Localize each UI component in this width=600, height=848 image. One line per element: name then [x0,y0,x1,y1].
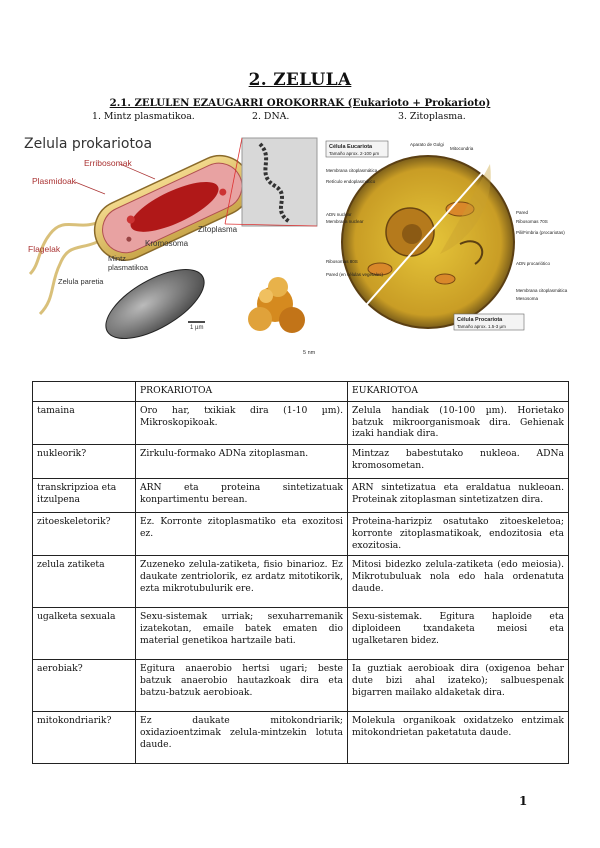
euk-label-dna: ADN nuclear [326,212,352,217]
euk-label-mitochondria: Mitocondria [450,146,474,151]
table-row [33,608,569,660]
row-label: zitoeskeletorik? [33,513,136,556]
pro-label-ribosomes70: Ribosomas 70S [516,219,548,224]
pro-label-membrane: Membrana citoplasmática [516,288,568,293]
point-1: 1. Mintz plasmatikoa. [92,111,195,122]
row-label: transkripzioa eta itzulpena [33,479,136,513]
cell-eukaryote: Sexu-sistemak. Egitura haploide eta diploideen txandaketa meiosi eta ugalketaren bidez. [348,608,569,660]
cell-prokaryote: ARN eta proteina sintetizatuak konpartimentu berean. [136,479,348,513]
table-header-row [33,382,569,402]
scale-bar-2-label: 5 nm [303,350,316,356]
table-row [33,401,569,444]
prokaryote-size: Tamaño aprox. 1.5-3 µm [457,324,506,329]
prokaryote-title: Célula Procariota [457,317,503,323]
label-flagella: Flagelak [28,244,61,254]
cell-prokaryote: Oro har, txikiak dira (1-10 µm). Mikroskopikoak. [136,401,348,444]
label-membrane-1: Mintz [108,254,126,263]
table-row [33,513,569,556]
euk-label-ribosomes80: Ribosomas 80S [326,259,358,264]
pro-label-pili: Pili/Fimbria (procariotas) [516,230,565,235]
euk-label-er: Retículo endoplasmático [326,179,376,184]
table-row [33,479,569,513]
label-cell-wall: Zelula paretia [58,277,104,286]
cell-prokaryote: Sexu-sistemak urriak; sexuharremanik izatekotan, emaile batek ematen dio material genetikoa hartzaile bati. [136,608,348,660]
row-label: zelula zatiketa [33,556,136,608]
header-prokaryote: PROKARIOTOA [136,382,348,402]
table-row [33,445,569,479]
cell-eukaryote: Ia guztiak aerobioak dira (oxigenoa behar dute bizi ahal izateko); salbuespenak bigarren mailako aldaketak dira. [348,660,569,712]
row-label: ugalketa sexuala [33,608,136,660]
table-row [33,660,569,712]
cell-eukaryote: ARN sintetizatua eta eraldatua nukleoan. Proteinak zitoplasman sintetizatzen dira. [348,479,569,513]
row-label: aerobiak? [33,660,136,712]
table-row [33,556,569,608]
cell-prokaryote: Zirkulu-formako ADNa zitoplasman. [136,445,348,479]
point-2: 2. DNA. [252,111,290,122]
label-chromosome: Kromosoma [145,239,189,248]
row-label: mitokondriarik? [33,712,136,764]
pro-label-mesosome: Mesosoma [516,296,539,301]
eukaryote-title: Célula Eucariota [329,144,373,150]
cell-eukaryote: Mintzaz babestutako nukleoa. ADNa kromosometan. [348,445,569,479]
cell-figure [20,124,580,369]
euk-label-nuclear-membrane: Membrana nuclear [326,219,364,224]
euk-label-wall: Pared (en células vegetales) [326,272,384,277]
point-3: 3. Zitoplasma. [398,111,466,122]
figure-heading: Zelula prokariotoa [24,136,153,152]
label-ribosomes: Erribosomak [84,158,132,168]
comparison-table [32,381,569,764]
pro-label-wall: Pared [516,210,529,215]
cell-prokaryote: Zuzeneko zelula-zatiketa, fisio binarioz. Ez daukate zentriolorik, ez ardatz mitotikorik, ezta mikrotubulurik ere. [136,556,348,608]
row-label: tamaina [33,401,136,444]
cell-eukaryote: Proteina-harizpiz osatutako zitoeskeletoa; korronte zitoplasmatikoak, endozitosia eta exozitosia. [348,513,569,556]
row-label: nukleorik? [33,445,136,479]
page-number: 1 [519,794,528,808]
header-eukaryote: EUKARIOTOA [348,382,569,402]
scale-bar-label: 1 µm [190,325,204,331]
cell-eukaryote: Molekula organikoak oxidatzeko entzimak mitokondrietan paketatuta daude. [348,712,569,764]
header-empty [33,382,136,402]
section-subtitle: 2.1. ZELULEN EZAUGARRI OROKORRAK (Eukarioto + Prokarioto) [109,97,491,109]
cell-prokaryote: Ez. Korronte zitoplasmatiko eta exozitosi ez. [136,513,348,556]
eukaryote-size: Tamaño aprox. 2-100 µm [329,151,380,156]
euk-label-membrane: Membrana citoplasmática [326,168,378,173]
cell-eukaryote: Zelula handiak (10-100 µm). Horietako batzuk mikroorganismoak dira. Gehienak izaki handiak dira. [348,401,569,444]
label-membrane-2: plasmatikoa [108,263,149,272]
table-row [33,712,569,764]
cell-prokaryote: Ez daukate mitokondriarik; oxidazioentzimak zelula-mintzekin lotuta daude. [136,712,348,764]
euk-label-golgi: Aparato de Golgi [410,142,444,147]
label-plasmids: Plasmidoak [32,176,76,186]
label-cytoplasm: Zitoplasma [198,225,238,234]
cell-eukaryote: Mitosi bidezko zelula-zatiketa (edo meiosia). Mikrotubuluak nola edo hala ordenatuta daude. [348,556,569,608]
pro-label-dna: ADN procariótico [516,261,551,266]
page-title: 2. ZELULA [248,70,352,90]
cell-prokaryote: Egitura anaerobio hertsi ugari; beste batzuk anaerobio hautazkoak dira eta batzu-batzuk aerobioak. [136,660,348,712]
protein-model [248,277,305,333]
